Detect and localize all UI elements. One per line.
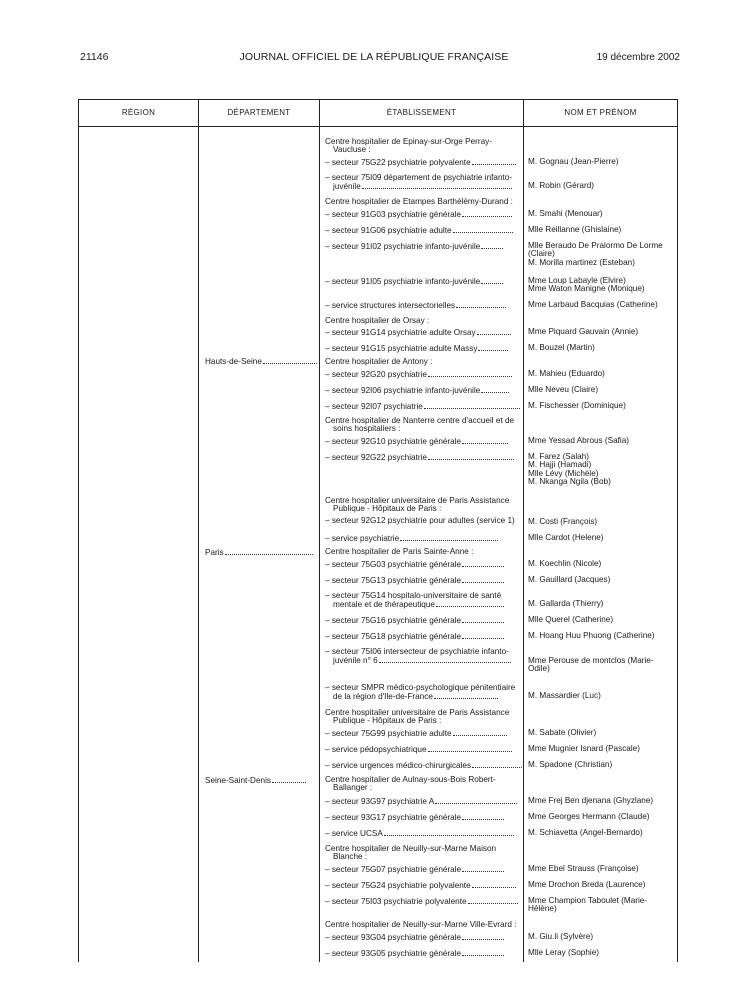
name-entry: Mme Drochon Breda (Laurence) — [528, 880, 646, 889]
establishment-line: – secteur 92G20 psychiatrie — [325, 370, 512, 379]
name-entry: M. Farez (Salah) M. Hajji (Hamadi) Mlle Lévy (Michèle) M. Nkanga Ngila (Bob) — [528, 452, 611, 487]
establishment-line: Ballanger : — [333, 783, 373, 792]
name-entry: Mlle Beraudo De Pralormo De Lorme (Claire) M. Morilla martinez (Esteban) — [528, 241, 663, 267]
establishment-line: – secteur 91I05 psychiatrie infanto-juvénile — [325, 277, 503, 286]
name-entry: Mme Piquard Gauvain (Annie) — [528, 327, 639, 336]
name-entry: M. Sabate (Olivier) — [528, 728, 597, 737]
establishment-line: – secteur 91G15 psychiatrie adulte Massy — [325, 344, 508, 353]
establishment-line: – secteur 93G17 psychiatrie générale — [325, 813, 504, 822]
establishment-line: – secteur 91G14 psychiatrie adulte Orsay — [325, 328, 511, 337]
establishment-line: – service psychiatrie — [325, 534, 498, 543]
journal-title: JOURNAL OFFICIEL DE LA RÉPUBLIQUE FRANÇAISE — [239, 51, 509, 63]
establishment-line: – secteur 75G22 psychiatrie polyvalente — [325, 158, 516, 167]
name-entry: Mme Yessad Abrous (Safia) — [528, 436, 630, 445]
name-entry: M. Bouzel (Martin) — [528, 343, 595, 352]
name-entry: M. Robin (Gérard) — [528, 181, 594, 190]
name-entry: M. Costi (François) — [528, 517, 598, 526]
department-label: Seine-Saint-Denis — [205, 776, 306, 785]
name-entry: M. Massardier (Luc) — [528, 691, 601, 700]
establishment-line: juvénile — [333, 182, 512, 191]
establishment-line: – secteur 92G12 psychiatrie pour adultes (service 1) — [325, 516, 515, 525]
establishment-line: – secteur 75G18 psychiatrie générale — [325, 632, 504, 641]
establishment-line: – secteur 91I02 psychiatrie infanto-juvénile — [325, 242, 503, 251]
name-entry: M. Gauillard (Jacques) — [528, 575, 611, 584]
establishment-line: Centre hospitalier de Etampes Barthélémy-Durand : — [325, 197, 513, 206]
establishment-line: soins hospitaliers : — [333, 424, 401, 433]
establishment-line: – service structures intersectorielles — [325, 301, 506, 310]
name-entry: Mme Mugnier Isnard (Pascale) — [528, 744, 640, 753]
establishment-line: – secteur 91G06 psychiatrie adulte — [325, 226, 513, 235]
establishment-line: – secteur 75G07 psychiatrie générale — [325, 865, 504, 874]
name-entry: M. Giu.li (Sylvère) — [528, 932, 594, 941]
establishment-line: Centre hospitalier universitaire de Paris Assistance — [325, 496, 510, 505]
establishment-line: Centre hospitalier de Nanterre centre d'accueil et de — [325, 416, 515, 425]
column-divider — [198, 100, 199, 962]
establishment-line: – secteur 75I09 département de psychiatrie infanto- — [325, 173, 513, 182]
name-entry: Mme Larbaud Bacquias (Catherine) — [528, 300, 658, 309]
name-entry: Mme Georges Hermann (Claude) — [528, 812, 650, 821]
name-entry: Mlle Querel (Catherine) — [528, 615, 614, 624]
column-divider — [523, 100, 524, 962]
establishment-line: – service urgences médico-chirurgicales — [325, 761, 524, 770]
establishment-line: Centre hospitalier de Orsay : — [325, 316, 430, 325]
establishment-line: – service UCSA — [325, 829, 514, 838]
department-label: Hauts-de-Seine — [205, 357, 317, 366]
name-entry: M. Fischesser (Dominique) — [528, 401, 626, 410]
establishment-line: Centre hospitalier universitaire de Paris Assistance — [325, 708, 510, 717]
name-entry: Mme Perouse de montclos (Marie- Odile) — [528, 656, 654, 674]
establishment-line: – secteur 75I06 intersecteur de psychiatrie infanto- — [325, 647, 509, 656]
header-cell-establishment: ÉTABLISSEMENT — [320, 100, 523, 127]
establishment-line: – secteur 92G10 psychiatrie générale — [325, 437, 508, 446]
name-entry: M. Smahi (Menouar) — [528, 209, 603, 218]
establishment-line: – secteur 92I07 psychiatrie — [325, 402, 520, 411]
establishment-line: – secteur 92I06 psychiatrie infanto-juvénile — [325, 386, 509, 395]
establishment-line: Centre hospitalier de Aulnay-sous-Bois Robert- — [325, 775, 496, 784]
establishment-line: – secteur 92G22 psychiatrie — [325, 453, 514, 462]
establishment-line: – secteur 75G24 psychiatrie polyvalente — [325, 881, 516, 890]
publication-date: 19 décembre 2002 — [596, 52, 680, 63]
establishment-line: Centre hospitalier de Antony : — [325, 357, 433, 366]
establishment-line: mentale et de thérapeutique — [333, 600, 504, 609]
header-cell-region: RÉGION — [79, 100, 198, 127]
name-entry: M. Spadone (Christian) — [528, 760, 613, 769]
column-divider — [319, 100, 320, 962]
establishment-line: Centre hospitalier de Paris Sainte-Anne : — [325, 547, 474, 556]
establishment-line: de la région d'Ile-de-France — [333, 692, 498, 701]
name-entry: Mme Loup Labayle (Elvire) Mme Waton Manigne (Monique) — [528, 276, 645, 294]
establishment-line: Publique - Hôpitaux de Paris : — [333, 716, 442, 725]
establishment-line: Vaucluse : — [333, 145, 371, 154]
header-cell-department: DÉPARTEMENT — [199, 100, 319, 127]
name-entry: Mme Frej Ben djenana (Ghyzlane) — [528, 796, 654, 805]
name-entry: M. Gallarda (Thierry) — [528, 599, 604, 608]
name-entry: Mme Champion Taboulet (Marie- Hélène) — [528, 896, 648, 914]
establishment-line: Centre hospitalier de Epinay-sur-Orge Perray- — [325, 137, 493, 146]
establishment-line: juvénile n° 6 — [333, 656, 511, 665]
establishment-line: – secteur 75G16 psychiatrie générale — [325, 616, 504, 625]
header-cell-name: NOM ET PRÉNOM — [524, 100, 677, 127]
name-entry: Mlle Cardot (Helene) — [528, 533, 604, 542]
name-entry: M. Koechlin (Nicole) — [528, 559, 602, 568]
establishment-line: Centre hospitalier de Neuilly-sur-Marne Ville-Evrard : — [325, 920, 517, 929]
name-entry: M. Schiavetta (Angel-Bernardo) — [528, 828, 643, 837]
establishment-line: – secteur 75G14 hospitalo-universitaire de santé — [325, 591, 502, 600]
establishment-line: – secteur 75G13 psychiatrie générale — [325, 576, 504, 585]
name-entry: Mme Ebel Strauss (Françoise) — [528, 864, 639, 873]
establishment-line: – service pédopsychiatrique — [325, 745, 512, 754]
establishment-line: Centre hospitalier de Neuilly-sur-Marne Maison — [325, 844, 497, 853]
name-entry: Mlle Leray (Sophie) — [528, 948, 599, 957]
establishment-line: – secteur 75G99 psychiatrie adulte — [325, 729, 507, 738]
name-entry: M. Mahieu (Eduardo) — [528, 369, 605, 378]
name-entry: M. Gognau (Jean-Pierre) — [528, 157, 619, 166]
establishment-line: – secteur 93G05 psychiatrie générale — [325, 949, 504, 958]
establishment-line: – secteur 91G03 psychiatrie générale — [325, 210, 512, 219]
name-entry: M. Hoang Huu Phuong (Catherine) — [528, 631, 655, 640]
establishment-line: – secteur 75G03 psychiatrie générale — [325, 560, 504, 569]
page-number: 21146 — [80, 51, 109, 63]
department-label: Paris — [205, 548, 313, 557]
establishment-line: – secteur 75I03 psychiatrie polyvalente — [325, 897, 518, 906]
establishment-line: Publique - Hôpitaux de Paris : — [333, 504, 442, 513]
establishment-line: Blanche : — [333, 852, 368, 861]
establishment-line: – secteur 93G04 psychiatrie générale — [325, 933, 504, 942]
establishment-line: – secteur 93G97 psychiatrie A — [325, 797, 517, 806]
establishment-line: – secteur SMPR médico-psychologique pénitentiaire — [325, 683, 516, 692]
name-entry: Mlle Reillanne (Ghislaine) — [528, 225, 622, 234]
name-entry: Mlle Neveu (Claire) — [528, 385, 599, 394]
